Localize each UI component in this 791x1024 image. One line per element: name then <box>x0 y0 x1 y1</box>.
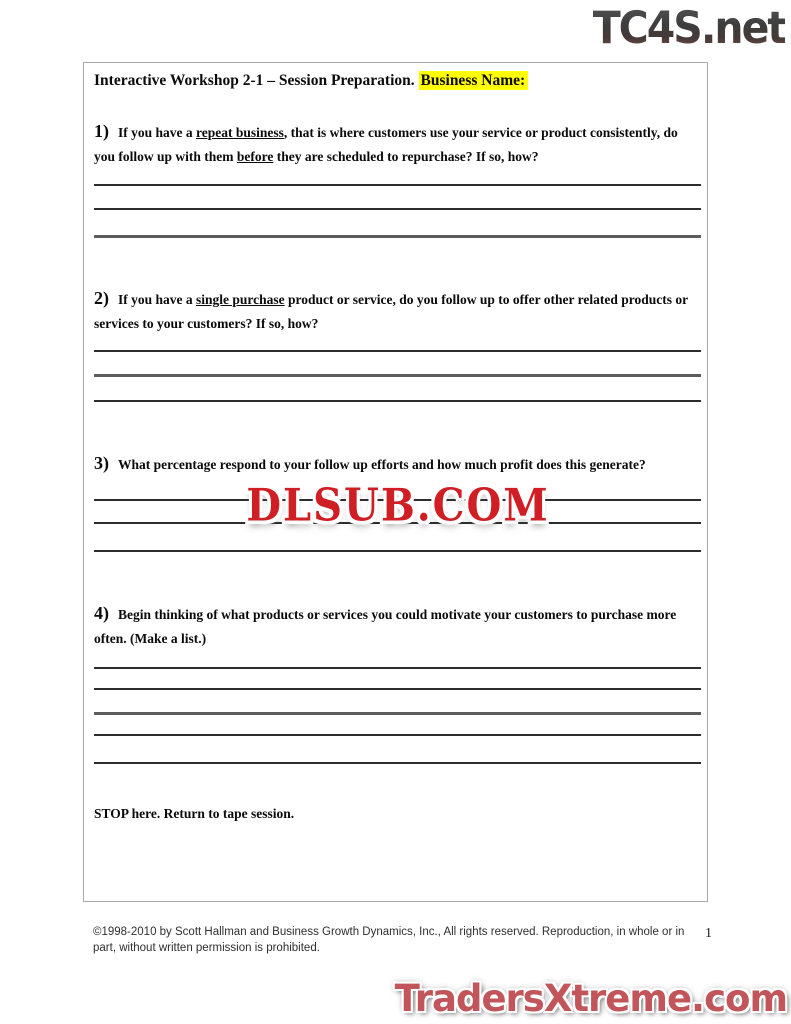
answer-line <box>94 208 701 210</box>
question-1-text-underlined: repeat business <box>196 125 284 140</box>
question-2-text: product or service, do you follow up to offer other related products or services to your customers? If so, how? <box>94 292 688 331</box>
question-4-text: Begin thinking of what products or services you could motivate your customers to purchase more often. (Make a list.) <box>94 607 677 646</box>
question-1-text: If you have a <box>118 125 197 140</box>
title-text: Interactive Workshop 2-1 – Session Preparation. <box>94 72 415 89</box>
answer-line <box>94 712 701 715</box>
question-2 <box>94 284 694 334</box>
question-3 <box>94 449 694 478</box>
question-3-text: What percentage respond to your follow up efforts and how much profit does this generate? <box>118 457 646 472</box>
question-2-text-underlined: single purchase <box>196 292 285 307</box>
answer-line <box>94 688 701 690</box>
answer-line <box>94 734 701 736</box>
question-4-number: 4) <box>94 603 109 623</box>
question-3-number: 3) <box>94 453 109 473</box>
question-2-text: If you have a <box>118 292 197 307</box>
business-name-highlight: Business Name: <box>419 71 529 90</box>
question-4 <box>94 599 694 649</box>
page-number: 1 <box>705 926 712 941</box>
worksheet-title <box>94 72 528 90</box>
question-1-text: they are scheduled to repurchase? If so, how? <box>273 148 539 164</box>
question-1 <box>94 117 694 167</box>
dlsub-watermark: DLSUB.COM <box>246 479 550 532</box>
question-1-text-underlined: before <box>236 148 274 164</box>
tc4s-logo: TC4S.net <box>592 2 785 54</box>
question-1-text: , that is where customers use your service or product consistently, do you follow up with them <box>94 125 678 164</box>
stop-note: STOP here. Return to tape session. <box>94 806 295 821</box>
answer-line <box>94 374 701 377</box>
tradersxtreme-logo: TradersXtreme.com <box>394 977 787 1020</box>
question-1-number: 1) <box>94 121 109 141</box>
answer-line <box>94 235 701 238</box>
answer-line <box>94 184 701 186</box>
copyright-text: ©1998-2010 by Scott Hallman and Business Growth Dynamics, Inc., All rights reserved. Reproduction, in whole or in part, without written permission is prohibited. <box>93 926 685 955</box>
answer-line <box>94 550 701 552</box>
answer-line <box>94 667 701 669</box>
answer-line <box>94 762 701 764</box>
answer-line <box>94 400 701 402</box>
question-2-number: 2) <box>94 288 109 308</box>
answer-line <box>94 350 701 352</box>
